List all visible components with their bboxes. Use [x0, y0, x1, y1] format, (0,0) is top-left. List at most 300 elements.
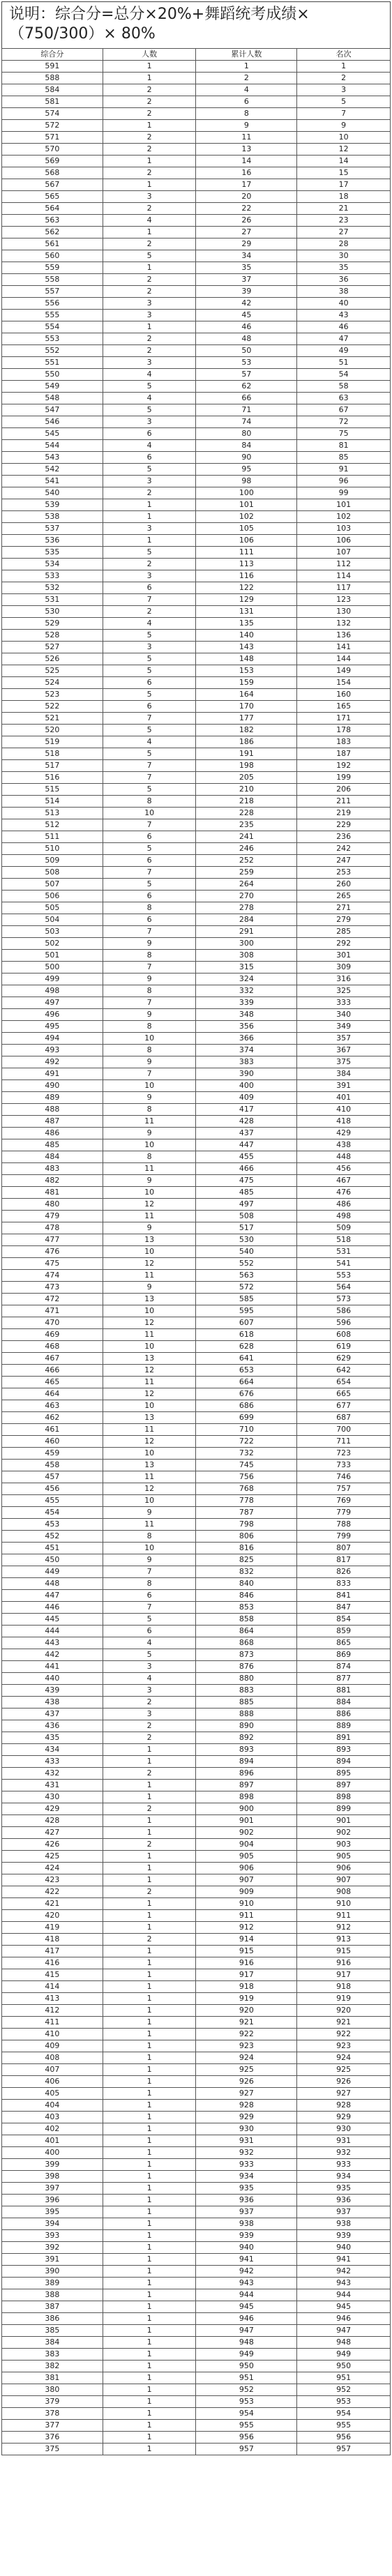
cell-cumulative: 34 — [196, 250, 297, 262]
cell-count: 1 — [103, 1756, 196, 1768]
cell-rank: 199 — [297, 772, 391, 784]
cell-count: 10 — [103, 1305, 196, 1317]
cell-cumulative: 892 — [196, 1732, 297, 1744]
table-row — [2, 2195, 391, 2206]
cell-count: 5 — [103, 464, 196, 476]
table-row — [2, 2123, 391, 2135]
cell-rank: 913 — [297, 1934, 391, 1946]
cell-rank: 940 — [297, 2242, 391, 2254]
cell-count: 10 — [103, 808, 196, 819]
cell-count: 2 — [103, 487, 196, 499]
cell-score: 581 — [2, 96, 103, 108]
cell-score: 546 — [2, 416, 103, 428]
table-row — [2, 2029, 391, 2040]
table-row — [2, 2052, 391, 2064]
cell-score: 552 — [2, 345, 103, 357]
cell-count: 5 — [103, 404, 196, 416]
cell-cumulative: 13 — [196, 144, 297, 156]
cell-cumulative: 893 — [196, 1744, 297, 1756]
cell-cumulative: 437 — [196, 1128, 297, 1139]
table-row — [2, 1139, 391, 1151]
header-cumulative: 累计人数 — [196, 49, 297, 61]
cell-rank: 899 — [297, 1803, 391, 1815]
cell-score: 412 — [2, 2005, 103, 2017]
cell-score: 398 — [2, 2171, 103, 2183]
cell-score: 493 — [2, 1045, 103, 1056]
cell-count: 2 — [103, 345, 196, 357]
cell-count: 1 — [103, 2278, 196, 2289]
cell-cumulative: 100 — [196, 487, 297, 499]
cell-rank: 10 — [297, 132, 391, 144]
cell-cumulative: 890 — [196, 1720, 297, 1732]
cell-score: 544 — [2, 440, 103, 452]
cell-score: 443 — [2, 1637, 103, 1649]
table-row — [2, 1187, 391, 1199]
cell-count: 1 — [103, 2289, 196, 2301]
cell-count: 1 — [103, 535, 196, 547]
table-row — [2, 1068, 391, 1080]
cell-rank: 67 — [297, 404, 391, 416]
cell-count: 4 — [103, 440, 196, 452]
cell-score: 503 — [2, 926, 103, 938]
cell-rank: 5 — [297, 96, 391, 108]
table-row — [2, 298, 391, 310]
cell-cumulative: 664 — [196, 1377, 297, 1388]
cell-count: 9 — [103, 1507, 196, 1519]
cell-score: 572 — [2, 120, 103, 132]
cell-cumulative: 552 — [196, 1258, 297, 1270]
cell-rank: 192 — [297, 760, 391, 772]
cell-count: 9 — [103, 938, 196, 950]
cell-rank: 788 — [297, 1519, 391, 1531]
cell-cumulative: 98 — [196, 476, 297, 487]
table-row — [2, 1863, 391, 1874]
cell-score: 425 — [2, 1851, 103, 1863]
cell-cumulative: 191 — [196, 748, 297, 760]
cell-score: 557 — [2, 286, 103, 298]
table-row — [2, 1507, 391, 1519]
cell-score: 517 — [2, 760, 103, 772]
cell-score: 539 — [2, 499, 103, 511]
cell-count: 10 — [103, 1448, 196, 1460]
table-row — [2, 2266, 391, 2278]
table-row — [2, 559, 391, 570]
cell-cumulative: 904 — [196, 1839, 297, 1851]
cell-rank: 918 — [297, 1981, 391, 1993]
cell-count: 1 — [103, 2420, 196, 2432]
cell-count: 1 — [103, 2147, 196, 2159]
table-row — [2, 2349, 391, 2361]
table-row — [2, 713, 391, 725]
cell-count: 6 — [103, 1626, 196, 1637]
cell-cumulative: 914 — [196, 1934, 297, 1946]
cell-cumulative: 264 — [196, 879, 297, 891]
cell-rank: 260 — [297, 879, 391, 891]
cell-rank: 144 — [297, 653, 391, 665]
cell-count: 12 — [103, 1258, 196, 1270]
cell-count: 1 — [103, 1957, 196, 1969]
cell-score: 410 — [2, 2029, 103, 2040]
cell-rank: 285 — [297, 926, 391, 938]
cell-count: 2 — [103, 559, 196, 570]
table-title: 说明：综合分=总分×20%+舞蹈统考成绩×（750/300）× 80% — [1, 1, 391, 48]
cell-count: 10 — [103, 1187, 196, 1199]
cell-count: 4 — [103, 369, 196, 381]
cell-cumulative: 14 — [196, 156, 297, 167]
table-row — [2, 1732, 391, 1744]
table-row — [2, 321, 391, 333]
cell-score: 530 — [2, 606, 103, 618]
cell-count: 1 — [103, 2301, 196, 2313]
cell-rank: 3 — [297, 84, 391, 96]
cell-rank: 608 — [297, 1329, 391, 1341]
cell-score: 508 — [2, 867, 103, 879]
cell-cumulative: 945 — [196, 2301, 297, 2313]
cell-score: 559 — [2, 262, 103, 274]
cell-rank: 826 — [297, 1566, 391, 1578]
table-row — [2, 2372, 391, 2384]
cell-cumulative: 876 — [196, 1661, 297, 1673]
cell-count: 4 — [103, 215, 196, 227]
cell-cumulative: 241 — [196, 831, 297, 843]
cell-cumulative: 873 — [196, 1649, 297, 1661]
table-row — [2, 2135, 391, 2147]
cell-rank: 28 — [297, 238, 391, 250]
cell-cumulative: 90 — [196, 452, 297, 464]
cell-cumulative: 135 — [196, 618, 297, 630]
cell-rank: 467 — [297, 1175, 391, 1187]
cell-score: 451 — [2, 1543, 103, 1554]
cell-count: 1 — [103, 1922, 196, 1934]
table-row — [2, 2420, 391, 2432]
table-row — [2, 1780, 391, 1791]
cell-score: 431 — [2, 1780, 103, 1791]
table-row — [2, 274, 391, 286]
cell-cumulative: 932 — [196, 2147, 297, 2159]
cell-count: 12 — [103, 1483, 196, 1495]
cell-count: 7 — [103, 713, 196, 725]
cell-cumulative: 205 — [196, 772, 297, 784]
table-row — [2, 1685, 391, 1697]
cell-rank: 907 — [297, 1874, 391, 1886]
cell-count: 2 — [103, 96, 196, 108]
cell-rank: 91 — [297, 464, 391, 476]
cell-cumulative: 153 — [196, 665, 297, 677]
table-row — [2, 867, 391, 879]
cell-cumulative: 732 — [196, 1448, 297, 1460]
cell-rank: 915 — [297, 1946, 391, 1957]
cell-cumulative: 159 — [196, 677, 297, 689]
cell-count: 3 — [103, 298, 196, 310]
cell-count: 2 — [103, 132, 196, 144]
cell-count: 7 — [103, 997, 196, 1009]
cell-rank: 106 — [297, 535, 391, 547]
cell-rank: 18 — [297, 191, 391, 203]
cell-score: 423 — [2, 1874, 103, 1886]
cell-rank: 1 — [297, 61, 391, 73]
cell-count: 1 — [103, 1851, 196, 1863]
table-row — [2, 2230, 391, 2242]
cell-score: 495 — [2, 1021, 103, 1033]
cell-score: 467 — [2, 1353, 103, 1365]
table-row — [2, 345, 391, 357]
cell-rank: 889 — [297, 1720, 391, 1732]
table-row — [2, 1886, 391, 1898]
table-row — [2, 582, 391, 594]
cell-rank: 81 — [297, 440, 391, 452]
cell-score: 490 — [2, 1080, 103, 1092]
table-row — [2, 1116, 391, 1128]
cell-rank: 954 — [297, 2408, 391, 2420]
cell-count: 6 — [103, 582, 196, 594]
cell-score: 427 — [2, 1827, 103, 1839]
cell-rank: 99 — [297, 487, 391, 499]
cell-score: 401 — [2, 2135, 103, 2147]
table-row — [2, 250, 391, 262]
cell-cumulative: 943 — [196, 2278, 297, 2289]
cell-score: 588 — [2, 73, 103, 84]
cell-rank: 340 — [297, 1009, 391, 1021]
cell-rank: 72 — [297, 416, 391, 428]
cell-count: 11 — [103, 1377, 196, 1388]
cell-score: 513 — [2, 808, 103, 819]
cell-rank: 136 — [297, 630, 391, 642]
cell-cumulative: 949 — [196, 2349, 297, 2361]
table-row — [2, 2005, 391, 2017]
cell-score: 551 — [2, 357, 103, 369]
cell-rank: 937 — [297, 2206, 391, 2218]
cell-rank: 247 — [297, 855, 391, 867]
cell-rank: 9 — [297, 120, 391, 132]
cell-rank: 895 — [297, 1768, 391, 1780]
cell-count: 12 — [103, 1365, 196, 1377]
cell-score: 378 — [2, 2408, 103, 2420]
cell-rank: 950 — [297, 2361, 391, 2372]
table-row — [2, 1791, 391, 1803]
cell-count: 12 — [103, 1199, 196, 1211]
table-row — [2, 2444, 391, 2455]
table-row — [2, 167, 391, 179]
cell-count: 1 — [103, 321, 196, 333]
table-row — [2, 1993, 391, 2005]
cell-score: 455 — [2, 1495, 103, 1507]
cell-count: 5 — [103, 250, 196, 262]
cell-count: 1 — [103, 2432, 196, 2444]
cell-cumulative: 106 — [196, 535, 297, 547]
cell-score: 418 — [2, 1934, 103, 1946]
table-row — [2, 1412, 391, 1424]
table-row — [2, 748, 391, 760]
cell-count: 1 — [103, 2052, 196, 2064]
cell-count: 2 — [103, 1768, 196, 1780]
cell-cumulative: 11 — [196, 132, 297, 144]
cell-score: 397 — [2, 2183, 103, 2195]
cell-cumulative: 931 — [196, 2135, 297, 2147]
table-row — [2, 570, 391, 582]
cell-score: 502 — [2, 938, 103, 950]
cell-rank: 14 — [297, 156, 391, 167]
cell-count: 1 — [103, 1863, 196, 1874]
cell-count: 1 — [103, 1815, 196, 1827]
cell-count: 6 — [103, 1590, 196, 1602]
cell-count: 7 — [103, 1602, 196, 1614]
cell-score: 488 — [2, 1104, 103, 1116]
cell-rank: 935 — [297, 2183, 391, 2195]
table-row — [2, 2301, 391, 2313]
table-row — [2, 1673, 391, 1685]
cell-score: 469 — [2, 1329, 103, 1341]
cell-cumulative: 868 — [196, 1637, 297, 1649]
cell-rank: 63 — [297, 393, 391, 404]
cell-rank: 865 — [297, 1637, 391, 1649]
cell-rank: 541 — [297, 1258, 391, 1270]
cell-rank: 375 — [297, 1056, 391, 1068]
table-row — [2, 1709, 391, 1720]
cell-score: 521 — [2, 713, 103, 725]
table-row — [2, 84, 391, 96]
cell-rank: 757 — [297, 1483, 391, 1495]
cell-count: 12 — [103, 1317, 196, 1329]
cell-cumulative: 883 — [196, 1685, 297, 1697]
cell-score: 476 — [2, 1246, 103, 1258]
table-row — [2, 262, 391, 274]
cell-count: 9 — [103, 1282, 196, 1294]
cell-rank: 596 — [297, 1317, 391, 1329]
cell-rank: 898 — [297, 1791, 391, 1803]
cell-cumulative: 641 — [196, 1353, 297, 1365]
cell-cumulative: 140 — [196, 630, 297, 642]
cell-cumulative: 210 — [196, 784, 297, 796]
cell-cumulative: 71 — [196, 404, 297, 416]
cell-score: 376 — [2, 2432, 103, 2444]
cell-score: 487 — [2, 1116, 103, 1128]
table-row — [2, 2147, 391, 2159]
cell-score: 470 — [2, 1317, 103, 1329]
table-row — [2, 1211, 391, 1222]
cell-score: 561 — [2, 238, 103, 250]
cell-score: 492 — [2, 1056, 103, 1068]
table-row — [2, 120, 391, 132]
cell-count: 1 — [103, 2313, 196, 2325]
cell-cumulative: 934 — [196, 2171, 297, 2183]
cell-rank: 117 — [297, 582, 391, 594]
table-row — [2, 416, 391, 428]
table-row — [2, 701, 391, 713]
table-row — [2, 784, 391, 796]
cell-rank: 553 — [297, 1270, 391, 1282]
cell-rank: 101 — [297, 499, 391, 511]
score-table — [1, 48, 391, 2455]
cell-count: 1 — [103, 179, 196, 191]
score-table-sheet — [1, 1, 391, 2455]
table-row — [2, 630, 391, 642]
cell-rank: 927 — [297, 2088, 391, 2100]
table-row — [2, 2337, 391, 2349]
cell-cumulative: 585 — [196, 1294, 297, 1305]
cell-count: 1 — [103, 227, 196, 238]
cell-count: 1 — [103, 1780, 196, 1791]
cell-count: 1 — [103, 2076, 196, 2088]
cell-cumulative: 62 — [196, 381, 297, 393]
cell-rank: 919 — [297, 1993, 391, 2005]
cell-count: 8 — [103, 1104, 196, 1116]
cell-cumulative: 339 — [196, 997, 297, 1009]
cell-score: 403 — [2, 2112, 103, 2123]
cell-rank: 934 — [297, 2171, 391, 2183]
cell-count: 1 — [103, 1969, 196, 1981]
table-row — [2, 2254, 391, 2266]
cell-cumulative: 930 — [196, 2123, 297, 2135]
cell-cumulative: 957 — [196, 2444, 297, 2455]
table-row — [2, 1151, 391, 1163]
cell-rank: 943 — [297, 2278, 391, 2289]
cell-count: 5 — [103, 843, 196, 855]
cell-rank: 96 — [297, 476, 391, 487]
cell-cumulative: 926 — [196, 2076, 297, 2088]
cell-cumulative: 16 — [196, 167, 297, 179]
cell-rank: 183 — [297, 736, 391, 748]
cell-count: 1 — [103, 1910, 196, 1922]
cell-rank: 391 — [297, 1080, 391, 1092]
cell-score: 568 — [2, 167, 103, 179]
cell-count: 5 — [103, 689, 196, 701]
cell-score: 417 — [2, 1946, 103, 1957]
cell-rank: 229 — [297, 819, 391, 831]
cell-score: 528 — [2, 630, 103, 642]
cell-cumulative: 938 — [196, 2218, 297, 2230]
cell-rank: 418 — [297, 1116, 391, 1128]
cell-rank: 410 — [297, 1104, 391, 1116]
table-row — [2, 2432, 391, 2444]
table-row — [2, 760, 391, 772]
table-row — [2, 487, 391, 499]
cell-rank: 886 — [297, 1709, 391, 1720]
cell-count: 2 — [103, 108, 196, 120]
cell-rank: 187 — [297, 748, 391, 760]
cell-score: 491 — [2, 1068, 103, 1080]
cell-score: 415 — [2, 1969, 103, 1981]
cell-rank: 253 — [297, 867, 391, 879]
cell-rank: 951 — [297, 2372, 391, 2384]
cell-rank: 921 — [297, 2017, 391, 2029]
cell-rank: 46 — [297, 321, 391, 333]
table-row — [2, 1981, 391, 1993]
cell-score: 507 — [2, 879, 103, 891]
cell-count: 2 — [103, 238, 196, 250]
cell-cumulative: 940 — [196, 2242, 297, 2254]
cell-rank: 292 — [297, 938, 391, 950]
cell-count: 3 — [103, 523, 196, 535]
cell-rank: 912 — [297, 1922, 391, 1934]
table-row — [2, 1874, 391, 1886]
cell-rank: 926 — [297, 2076, 391, 2088]
cell-count: 2 — [103, 1697, 196, 1709]
cell-cumulative: 417 — [196, 1104, 297, 1116]
cell-cumulative: 618 — [196, 1329, 297, 1341]
cell-count: 3 — [103, 1709, 196, 1720]
table-row — [2, 1460, 391, 1471]
cell-cumulative: 912 — [196, 1922, 297, 1934]
cell-cumulative: 6 — [196, 96, 297, 108]
cell-count: 1 — [103, 156, 196, 167]
cell-count: 1 — [103, 2100, 196, 2112]
cell-rank: 498 — [297, 1211, 391, 1222]
cell-cumulative: 116 — [196, 570, 297, 582]
header-row — [2, 49, 391, 61]
cell-rank: 30 — [297, 250, 391, 262]
cell-count: 1 — [103, 2337, 196, 2349]
cell-count: 1 — [103, 2372, 196, 2384]
